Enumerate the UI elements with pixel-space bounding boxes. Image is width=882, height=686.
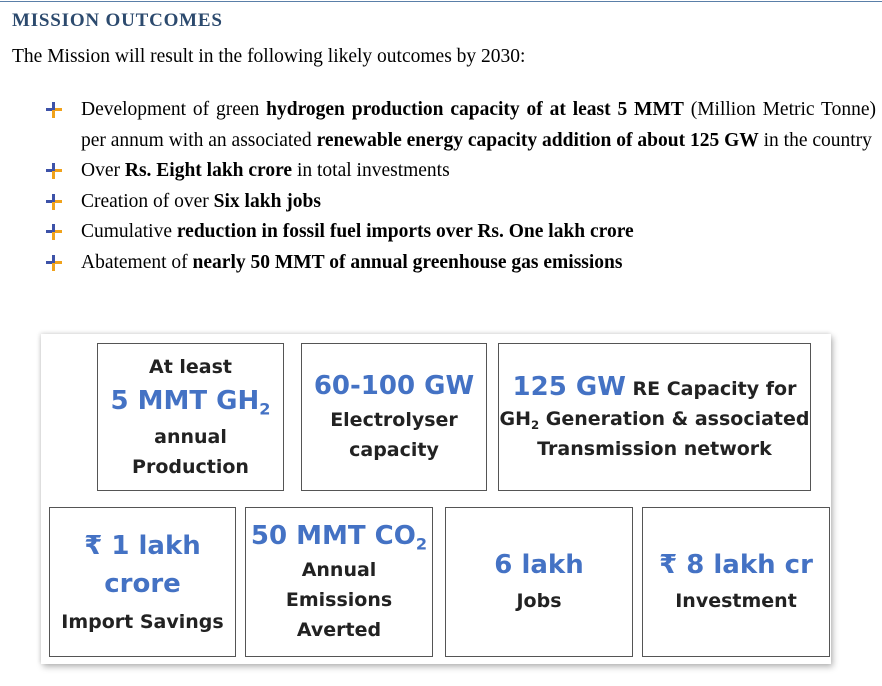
card-top-text: At least bbox=[148, 356, 232, 378]
card-value: 125 GW RE Capacity for bbox=[512, 372, 797, 402]
card-electrolyser bbox=[301, 343, 487, 491]
card-label: Annual bbox=[301, 559, 377, 581]
list-item bbox=[46, 187, 876, 218]
plus-bullet-icon bbox=[46, 163, 62, 179]
list-item bbox=[46, 95, 876, 156]
card-label: Import Savings bbox=[61, 611, 224, 633]
plus-bullet-icon bbox=[46, 255, 62, 271]
card-label: Transmission network bbox=[537, 438, 772, 460]
card-value: 6 lakh bbox=[494, 550, 584, 580]
card-emissions bbox=[245, 507, 433, 657]
card-value: ₹ 1 lakh bbox=[84, 531, 201, 561]
intro-text: The Mission will result in the following likely outcomes by 2030: bbox=[12, 46, 526, 67]
card-value: 60-100 GW bbox=[313, 371, 475, 401]
plus-bullet-icon bbox=[46, 194, 62, 210]
card-value: crore bbox=[104, 569, 181, 599]
heading-rule bbox=[0, 1, 882, 2]
card-label: Investment bbox=[675, 590, 797, 612]
section-heading: MISSION OUTCOMES bbox=[12, 10, 223, 31]
list-item-text: Abatement of nearly 50 MMT of annual greenhouse gas emissions bbox=[81, 251, 623, 273]
list-item-text: Cumulative reduction in fossil fuel imports over Rs. One lakh crore bbox=[81, 221, 634, 242]
card-re-capacity bbox=[498, 343, 811, 491]
card-investment bbox=[642, 507, 830, 657]
plus-bullet-icon bbox=[46, 224, 62, 240]
card-label: Emissions bbox=[285, 589, 393, 611]
card-value: 5 MMT $GH_2$ bbox=[110, 386, 271, 419]
list-item bbox=[46, 248, 876, 279]
card-value: 50 MMT $CO_2$ bbox=[250, 521, 428, 554]
list-item-text: Development of green hydrogen production capacity of at least 5 MMT (Million Metric Tonne) per annum with an associated renewable energy capacity addition of about 125 GW in the country bbox=[81, 99, 876, 151]
list-item-text: Over Rs. Eight lakh crore in total investments bbox=[81, 160, 450, 181]
card-label: Production bbox=[132, 456, 249, 478]
list-item bbox=[46, 217, 876, 248]
card-import-savings bbox=[49, 507, 236, 657]
card-value: ₹ 8 lakh cr bbox=[659, 550, 813, 580]
card-label: $GH_2$ Generation & associated bbox=[499, 408, 810, 433]
card-label: Averted bbox=[296, 619, 382, 641]
list-item-text: Creation of over Six lakh jobs bbox=[81, 190, 321, 212]
card-label: Jobs bbox=[516, 590, 562, 612]
card-label: capacity bbox=[349, 439, 439, 461]
card-jobs bbox=[445, 507, 633, 657]
card-production bbox=[97, 343, 284, 491]
list-item bbox=[46, 156, 876, 187]
outcomes-list bbox=[46, 95, 876, 278]
card-label: Electrolyser bbox=[330, 409, 458, 431]
plus-bullet-icon bbox=[46, 102, 62, 118]
card-label: annual bbox=[154, 426, 227, 448]
